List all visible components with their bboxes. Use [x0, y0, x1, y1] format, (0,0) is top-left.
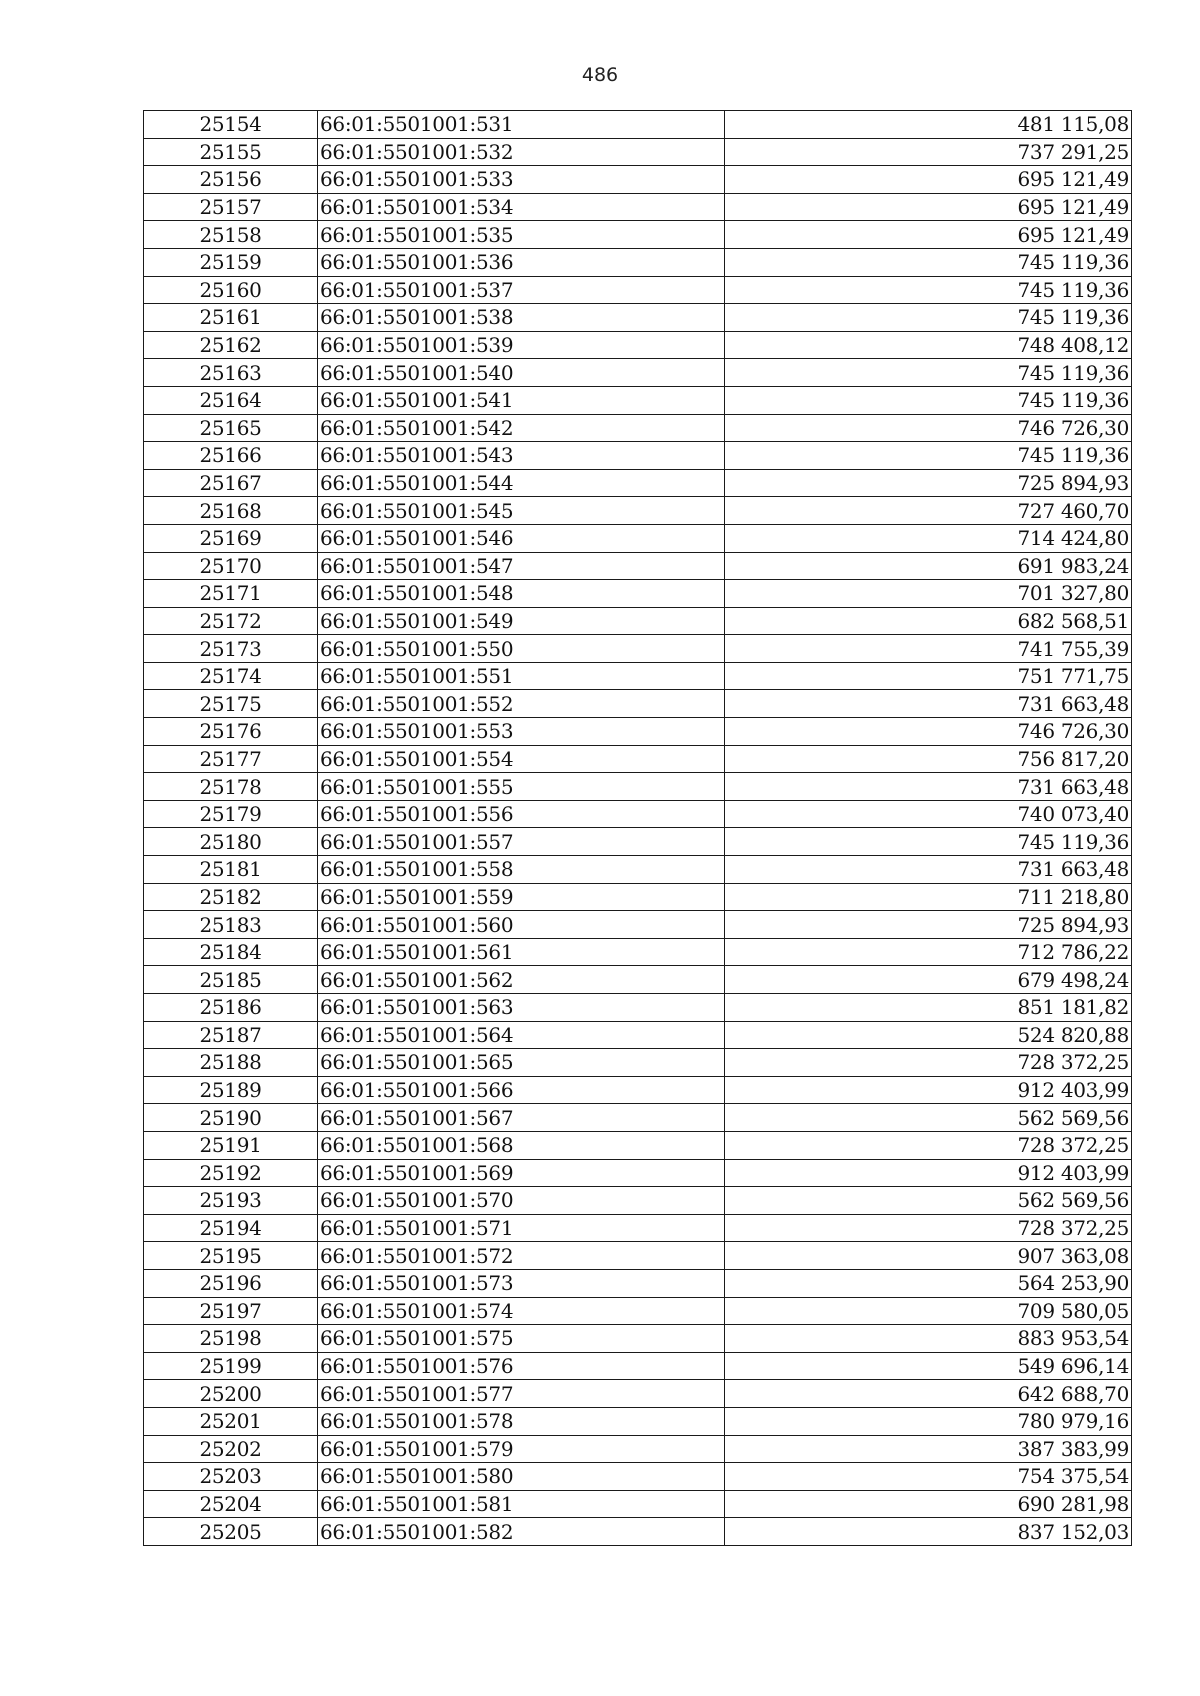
table-row — [144, 552, 1132, 580]
cadastral-number-cell: 66:01:5501001:543 — [318, 442, 725, 470]
cadastral-number-cell: 66:01:5501001:565 — [318, 1049, 725, 1077]
row-number-cell: 25205 — [144, 1518, 318, 1546]
table-row — [144, 442, 1132, 470]
cadastral-value-cell: 737 291,25 — [725, 138, 1132, 166]
row-number-cell: 25202 — [144, 1435, 318, 1463]
cadastral-number-cell: 66:01:5501001:533 — [318, 166, 725, 194]
row-number-cell: 25173 — [144, 635, 318, 663]
table-row — [144, 497, 1132, 525]
table-row — [144, 966, 1132, 994]
row-number-cell: 25196 — [144, 1269, 318, 1297]
table-row — [144, 1463, 1132, 1491]
table-row — [144, 276, 1132, 304]
table-row — [144, 938, 1132, 966]
cadastral-value-cell: 714 424,80 — [725, 524, 1132, 552]
row-number-cell: 25198 — [144, 1325, 318, 1353]
row-number-cell: 25195 — [144, 1242, 318, 1270]
table-row — [144, 690, 1132, 718]
row-number-cell: 25199 — [144, 1352, 318, 1380]
table-row — [144, 745, 1132, 773]
table-row — [144, 856, 1132, 884]
table-row — [144, 331, 1132, 359]
cadastral-value-cell: 728 372,25 — [725, 1214, 1132, 1242]
row-number-cell: 25187 — [144, 1021, 318, 1049]
table-row — [144, 1380, 1132, 1408]
row-number-cell: 25163 — [144, 359, 318, 387]
table-body — [144, 111, 1132, 1546]
row-number-cell: 25157 — [144, 193, 318, 221]
row-number-cell: 25171 — [144, 580, 318, 608]
row-number-cell: 25179 — [144, 800, 318, 828]
cadastral-number-cell: 66:01:5501001:563 — [318, 994, 725, 1022]
cadastral-value-cell: 481 115,08 — [725, 111, 1132, 139]
row-number-cell: 25154 — [144, 111, 318, 139]
row-number-cell: 25193 — [144, 1187, 318, 1215]
cadastral-value-cell: 745 119,36 — [725, 276, 1132, 304]
table-row — [144, 828, 1132, 856]
cadastral-number-cell: 66:01:5501001:554 — [318, 745, 725, 773]
row-number-cell: 25189 — [144, 1076, 318, 1104]
cadastral-value-cell: 746 726,30 — [725, 414, 1132, 442]
row-number-cell: 25162 — [144, 331, 318, 359]
cadastral-value-cell: 682 568,51 — [725, 607, 1132, 635]
row-number-cell: 25161 — [144, 304, 318, 332]
row-number-cell: 25182 — [144, 883, 318, 911]
row-number-cell: 25168 — [144, 497, 318, 525]
row-number-cell: 25192 — [144, 1159, 318, 1187]
table-row — [144, 359, 1132, 387]
cadastral-value-cell: 745 119,36 — [725, 828, 1132, 856]
row-number-cell: 25175 — [144, 690, 318, 718]
cadastral-number-cell: 66:01:5501001:536 — [318, 248, 725, 276]
row-number-cell: 25174 — [144, 662, 318, 690]
cadastral-value-cell: 387 383,99 — [725, 1435, 1132, 1463]
table-row — [144, 1131, 1132, 1159]
table-row — [144, 1407, 1132, 1435]
cadastral-value-cell: 731 663,48 — [725, 690, 1132, 718]
table-row — [144, 138, 1132, 166]
cadastral-number-cell: 66:01:5501001:538 — [318, 304, 725, 332]
row-number-cell: 25185 — [144, 966, 318, 994]
table-row — [144, 193, 1132, 221]
table-row — [144, 1518, 1132, 1546]
cadastral-number-cell: 66:01:5501001:564 — [318, 1021, 725, 1049]
table-row — [144, 994, 1132, 1022]
cadastral-number-cell: 66:01:5501001:569 — [318, 1159, 725, 1187]
cadastral-value-cell: 562 569,56 — [725, 1104, 1132, 1132]
cadastral-number-cell: 66:01:5501001:548 — [318, 580, 725, 608]
cadastral-value-cell: 690 281,98 — [725, 1490, 1132, 1518]
cadastral-value-cell: 562 569,56 — [725, 1187, 1132, 1215]
cadastral-number-cell: 66:01:5501001:558 — [318, 856, 725, 884]
cadastral-value-cell: 912 403,99 — [725, 1076, 1132, 1104]
cadastral-number-cell: 66:01:5501001:551 — [318, 662, 725, 690]
cadastral-number-cell: 66:01:5501001:562 — [318, 966, 725, 994]
cadastral-value-cell: 745 119,36 — [725, 386, 1132, 414]
table-row — [144, 773, 1132, 801]
table-row — [144, 221, 1132, 249]
table-row — [144, 304, 1132, 332]
table-row — [144, 607, 1132, 635]
cadastral-value-cell: 745 119,36 — [725, 442, 1132, 470]
row-number-cell: 25200 — [144, 1380, 318, 1408]
cadastral-value-cell: 741 755,39 — [725, 635, 1132, 663]
row-number-cell: 25184 — [144, 938, 318, 966]
table-row — [144, 911, 1132, 939]
table-row — [144, 662, 1132, 690]
row-number-cell: 25188 — [144, 1049, 318, 1077]
cadastral-value-cell: 780 979,16 — [725, 1407, 1132, 1435]
cadastral-number-cell: 66:01:5501001:555 — [318, 773, 725, 801]
row-number-cell: 25159 — [144, 248, 318, 276]
cadastral-number-cell: 66:01:5501001:571 — [318, 1214, 725, 1242]
row-number-cell: 25183 — [144, 911, 318, 939]
cadastral-number-cell: 66:01:5501001:557 — [318, 828, 725, 856]
table-row — [144, 1021, 1132, 1049]
cadastral-number-cell: 66:01:5501001:541 — [318, 386, 725, 414]
cadastral-value-cell: 746 726,30 — [725, 718, 1132, 746]
cadastral-value-table — [143, 110, 1132, 1546]
cadastral-number-cell: 66:01:5501001:577 — [318, 1380, 725, 1408]
row-number-cell: 25181 — [144, 856, 318, 884]
table-row — [144, 1297, 1132, 1325]
cadastral-number-cell: 66:01:5501001:578 — [318, 1407, 725, 1435]
cadastral-value-cell: 728 372,25 — [725, 1049, 1132, 1077]
cadastral-value-cell: 907 363,08 — [725, 1242, 1132, 1270]
row-number-cell: 25156 — [144, 166, 318, 194]
row-number-cell: 25158 — [144, 221, 318, 249]
cadastral-number-cell: 66:01:5501001:580 — [318, 1463, 725, 1491]
cadastral-value-cell: 745 119,36 — [725, 248, 1132, 276]
cadastral-value-cell: 748 408,12 — [725, 331, 1132, 359]
row-number-cell: 25204 — [144, 1490, 318, 1518]
cadastral-number-cell: 66:01:5501001:581 — [318, 1490, 725, 1518]
cadastral-number-cell: 66:01:5501001:579 — [318, 1435, 725, 1463]
table-row — [144, 718, 1132, 746]
row-number-cell: 25160 — [144, 276, 318, 304]
row-number-cell: 25176 — [144, 718, 318, 746]
cadastral-number-cell: 66:01:5501001:560 — [318, 911, 725, 939]
cadastral-number-cell: 66:01:5501001:546 — [318, 524, 725, 552]
cadastral-value-cell: 691 983,24 — [725, 552, 1132, 580]
cadastral-number-cell: 66:01:5501001:552 — [318, 690, 725, 718]
cadastral-value-cell: 728 372,25 — [725, 1131, 1132, 1159]
cadastral-value-cell: 709 580,05 — [725, 1297, 1132, 1325]
cadastral-value-cell: 756 817,20 — [725, 745, 1132, 773]
cadastral-value-cell: 754 375,54 — [725, 1463, 1132, 1491]
cadastral-number-cell: 66:01:5501001:549 — [318, 607, 725, 635]
row-number-cell: 25172 — [144, 607, 318, 635]
cadastral-value-cell: 837 152,03 — [725, 1518, 1132, 1546]
cadastral-value-cell: 549 696,14 — [725, 1352, 1132, 1380]
cadastral-number-cell: 66:01:5501001:532 — [318, 138, 725, 166]
cadastral-value-cell: 912 403,99 — [725, 1159, 1132, 1187]
row-number-cell: 25155 — [144, 138, 318, 166]
table-row — [144, 386, 1132, 414]
row-number-cell: 25178 — [144, 773, 318, 801]
cadastral-number-cell: 66:01:5501001:568 — [318, 1131, 725, 1159]
cadastral-number-cell: 66:01:5501001:556 — [318, 800, 725, 828]
cadastral-number-cell: 66:01:5501001:550 — [318, 635, 725, 663]
cadastral-number-cell: 66:01:5501001:561 — [318, 938, 725, 966]
table-row — [144, 883, 1132, 911]
cadastral-number-cell: 66:01:5501001:567 — [318, 1104, 725, 1132]
table-row — [144, 1325, 1132, 1353]
table-row — [144, 1076, 1132, 1104]
cadastral-number-cell: 66:01:5501001:537 — [318, 276, 725, 304]
row-number-cell: 25167 — [144, 469, 318, 497]
cadastral-value-cell: 725 894,93 — [725, 911, 1132, 939]
table-row — [144, 1269, 1132, 1297]
row-number-cell: 25166 — [144, 442, 318, 470]
cadastral-value-cell: 695 121,49 — [725, 221, 1132, 249]
cadastral-value-cell: 642 688,70 — [725, 1380, 1132, 1408]
cadastral-number-cell: 66:01:5501001:531 — [318, 111, 725, 139]
cadastral-number-cell: 66:01:5501001:535 — [318, 221, 725, 249]
row-number-cell: 25165 — [144, 414, 318, 442]
row-number-cell: 25186 — [144, 994, 318, 1022]
cadastral-number-cell: 66:01:5501001:542 — [318, 414, 725, 442]
cadastral-number-cell: 66:01:5501001:559 — [318, 883, 725, 911]
cadastral-value-cell: 711 218,80 — [725, 883, 1132, 911]
cadastral-number-cell: 66:01:5501001:540 — [318, 359, 725, 387]
cadastral-number-cell: 66:01:5501001:574 — [318, 1297, 725, 1325]
table-row — [144, 1490, 1132, 1518]
row-number-cell: 25191 — [144, 1131, 318, 1159]
cadastral-value-cell: 883 953,54 — [725, 1325, 1132, 1353]
table-row — [144, 1242, 1132, 1270]
cadastral-value-cell: 745 119,36 — [725, 359, 1132, 387]
table-row — [144, 524, 1132, 552]
cadastral-value-cell: 851 181,82 — [725, 994, 1132, 1022]
cadastral-value-cell: 701 327,80 — [725, 580, 1132, 608]
cadastral-value-cell: 731 663,48 — [725, 773, 1132, 801]
cadastral-number-cell: 66:01:5501001:534 — [318, 193, 725, 221]
row-number-cell: 25177 — [144, 745, 318, 773]
row-number-cell: 25190 — [144, 1104, 318, 1132]
cadastral-number-cell: 66:01:5501001:544 — [318, 469, 725, 497]
cadastral-value-cell: 695 121,49 — [725, 166, 1132, 194]
table-row — [144, 166, 1132, 194]
cadastral-value-cell: 679 498,24 — [725, 966, 1132, 994]
cadastral-number-cell: 66:01:5501001:575 — [318, 1325, 725, 1353]
cadastral-value-cell: 712 786,22 — [725, 938, 1132, 966]
cadastral-number-cell: 66:01:5501001:545 — [318, 497, 725, 525]
row-number-cell: 25197 — [144, 1297, 318, 1325]
cadastral-number-cell: 66:01:5501001:553 — [318, 718, 725, 746]
row-number-cell: 25194 — [144, 1214, 318, 1242]
cadastral-value-cell: 740 073,40 — [725, 800, 1132, 828]
table-row — [144, 1187, 1132, 1215]
row-number-cell: 25201 — [144, 1407, 318, 1435]
table-row — [144, 1214, 1132, 1242]
table-row — [144, 635, 1132, 663]
cadastral-number-cell: 66:01:5501001:576 — [318, 1352, 725, 1380]
table-row — [144, 1049, 1132, 1077]
row-number-cell: 25164 — [144, 386, 318, 414]
cadastral-value-cell: 564 253,90 — [725, 1269, 1132, 1297]
cadastral-value-cell: 745 119,36 — [725, 304, 1132, 332]
table-row — [144, 1435, 1132, 1463]
cadastral-value-cell: 727 460,70 — [725, 497, 1132, 525]
cadastral-number-cell: 66:01:5501001:582 — [318, 1518, 725, 1546]
table-row — [144, 800, 1132, 828]
cadastral-number-cell: 66:01:5501001:547 — [318, 552, 725, 580]
table-row — [144, 1104, 1132, 1132]
row-number-cell: 25203 — [144, 1463, 318, 1491]
table-row — [144, 1159, 1132, 1187]
cadastral-value-cell: 695 121,49 — [725, 193, 1132, 221]
cadastral-number-cell: 66:01:5501001:539 — [318, 331, 725, 359]
cadastral-value-cell: 725 894,93 — [725, 469, 1132, 497]
cadastral-value-cell: 751 771,75 — [725, 662, 1132, 690]
cadastral-number-cell: 66:01:5501001:570 — [318, 1187, 725, 1215]
row-number-cell: 25170 — [144, 552, 318, 580]
table-row — [144, 469, 1132, 497]
table-row — [144, 248, 1132, 276]
cadastral-number-cell: 66:01:5501001:572 — [318, 1242, 725, 1270]
cadastral-number-cell: 66:01:5501001:566 — [318, 1076, 725, 1104]
table-row — [144, 111, 1132, 139]
cadastral-value-cell: 524 820,88 — [725, 1021, 1132, 1049]
page-number: 486 — [581, 64, 619, 86]
table-row — [144, 414, 1132, 442]
table-row — [144, 1352, 1132, 1380]
row-number-cell: 25169 — [144, 524, 318, 552]
cadastral-value-cell: 731 663,48 — [725, 856, 1132, 884]
cadastral-number-cell: 66:01:5501001:573 — [318, 1269, 725, 1297]
table-row — [144, 580, 1132, 608]
row-number-cell: 25180 — [144, 828, 318, 856]
